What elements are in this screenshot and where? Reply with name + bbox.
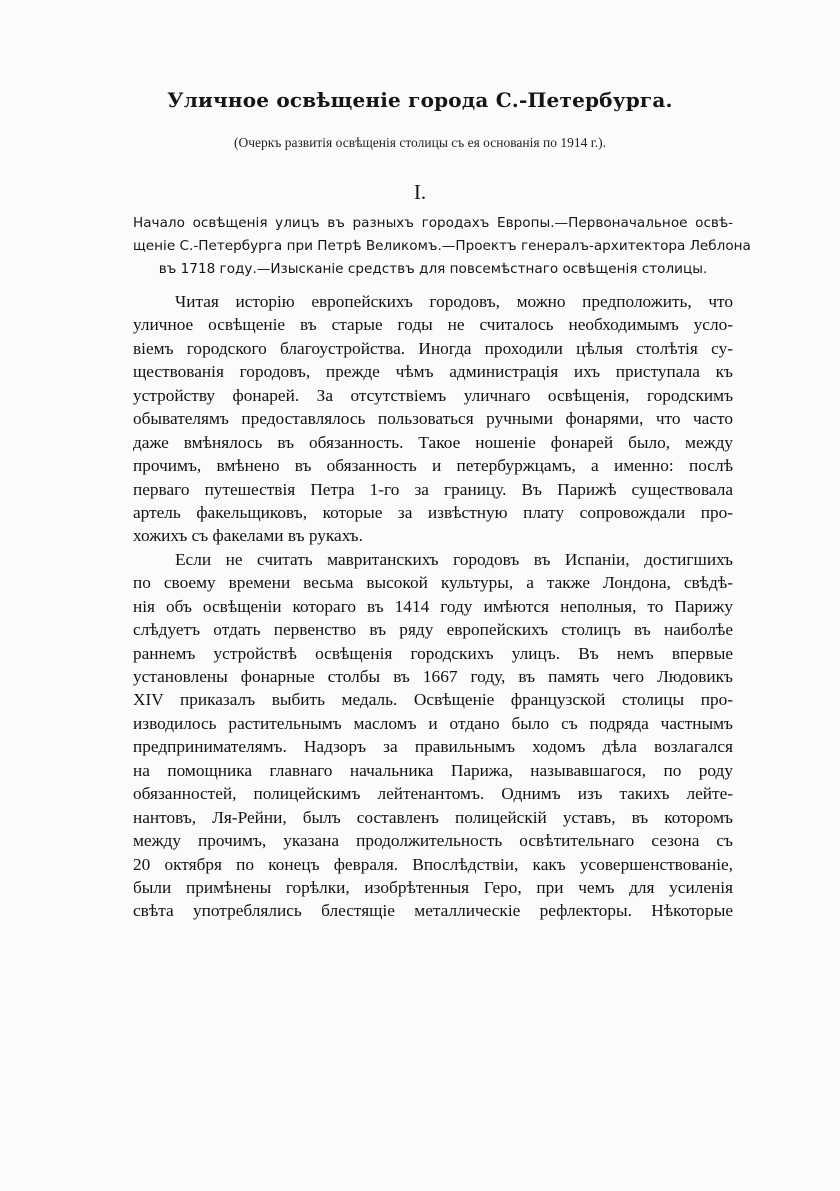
paragraph-line: Если не считать мавританскихъ городовъ въ Испаніи, достигшихъ: [175, 549, 733, 569]
paragraph-line: прочимъ, вмѣнено въ обязанность и петербуржцамъ, а именно: послѣ: [133, 456, 733, 476]
document-subtitle: (Очеркъ развитія освѣщенія столицы съ ея основанія по 1914 г.).: [234, 135, 606, 150]
paragraph-line: обязанностей, полицейскимъ лейтенантомъ. Однимъ изъ такихъ лейте-: [133, 784, 733, 804]
paragraph-line: нантовъ, Ля-Рейни, былъ составленъ полицейскій уставъ, въ которомъ: [133, 807, 733, 827]
summary-line: Начало освѣщенія улицъ въ разныхъ городахъ Европы.—Первоначальное освѣ-: [133, 215, 733, 231]
paragraph-line: XIV приказалъ выбить медаль. Освѣщеніе французской столицы про-: [133, 690, 733, 710]
paragraph-line: на помощника главнаго начальника Парижа, называвшагося, по роду: [133, 760, 733, 780]
summary-line: щеніе С.-Петербурга при Петрѣ Великомъ.—Проектъ генералъ-архитектора Леблона: [133, 238, 751, 254]
paragraph-line: были примѣнены горѣлки, изобрѣтенныя Геро, при чемъ для усиленія: [133, 877, 733, 897]
paragraph-line: устройству фонарей. За отсутствіемъ уличнаго освѣщенія, городскимъ: [133, 385, 733, 405]
paragraph-line: свѣта употреблялись блестящіе металлическіе рефлекторы. Нѣкоторые: [133, 901, 733, 921]
paragraph-line: ществованія городовъ, прежде чѣмъ администрація ихъ приступала къ: [133, 362, 733, 382]
paragraph-line: нія объ освѣщеніи котораго въ 1414 году имѣются неполныя, то Парижу: [133, 596, 733, 616]
paragraph-line: віемъ городского благоустройства. Иногда проходили цѣлыя столѣтія су-: [133, 338, 733, 358]
paragraph-line: хожихъ съ факелами въ рукахъ.: [133, 526, 363, 546]
paragraph-line: по своему времени весьма высокой культуры, а также Лондона, свѣдѣ-: [133, 573, 733, 593]
paragraph-line: обывателямъ предоставлялось пользоваться ручными фонарями, что часто: [133, 409, 733, 429]
paragraph-line: установлены фонарные столбы въ 1667 году, въ память чего Людовикъ: [133, 667, 733, 686]
document-title: Уличное освѣщеніе города С.-Петербурга.: [167, 88, 673, 112]
paragraph-line: изводилось растительнымъ масломъ и отдано было съ подряда частнымъ: [133, 713, 733, 733]
paragraph-line: артель факельщиковъ, которые за извѣстную плату сопровождали про-: [133, 502, 733, 522]
paragraph-line: предпринимателямъ. Надзоръ за правильнымъ ходомъ дѣла возлагался: [133, 737, 733, 757]
paragraph-line: даже вмѣнялось въ обязанность. Такое ношеніе фонарей было, между: [133, 432, 733, 452]
paragraph-line: перваго путешествія Петра 1-го за границу. Въ Парижѣ существовала: [133, 479, 733, 499]
paragraph-line: 20 октября по конецъ февраля. Впослѣдствіи, какъ усовершенствованіе,: [133, 854, 733, 874]
section-number: I.: [413, 180, 427, 204]
body-text: [133, 290, 733, 923]
paragraph-line: Читая исторію европейскихъ городовъ, можно предположить, что: [175, 292, 733, 311]
chapter-summary: [133, 212, 751, 281]
paragraph-line: уличное освѣщеніе въ старые годы не считалось необходимымъ усло-: [133, 315, 733, 335]
summary-line: въ 1718 году.—Изысканіе средствъ для повсемѣстнаго освѣщенія столицы.: [158, 261, 708, 277]
paragraph-line: раннемъ устройствѣ освѣщенія городскихъ улицъ. Въ немъ впервые: [133, 643, 733, 663]
paragraph-line: между прочимъ, указана продолжительность освѣтительнаго сезона съ: [133, 831, 733, 851]
paragraph-line: слѣдуетъ отдать первенство въ ряду европейскихъ столицъ въ наиболѣе: [133, 620, 733, 640]
